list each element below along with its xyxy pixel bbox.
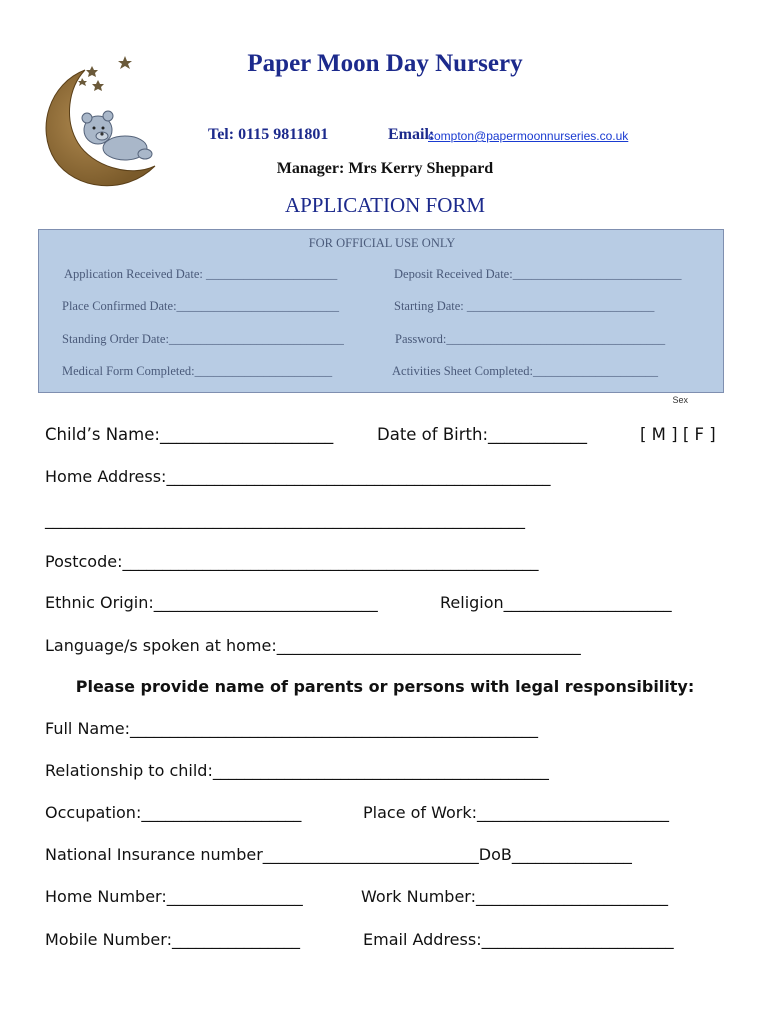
national-insurance-field[interactable]: National Insurance number___________________________DoB_______________ xyxy=(45,845,632,864)
password-field[interactable]: Password:___________________________________ xyxy=(395,332,666,346)
application-received-date-field[interactable]: Application Received Date: _____________________ xyxy=(64,267,338,281)
date-of-birth-field[interactable]: Date of Birth:____________ xyxy=(377,425,588,444)
mobile-number-field[interactable]: Mobile Number:________________ xyxy=(45,930,300,949)
parents-heading: Please provide name of parents or persons with legal responsibility: xyxy=(75,677,695,696)
star-icon xyxy=(92,80,104,91)
email-address-field[interactable]: Email Address:________________________ xyxy=(363,930,674,949)
place-of-work-field[interactable]: Place of Work:________________________ xyxy=(363,803,670,822)
email-link[interactable]: compton@papermoonnurseries.co.uk xyxy=(428,129,629,143)
teddy-bear xyxy=(82,111,152,160)
official-use-box xyxy=(38,229,724,393)
relationship-field[interactable]: Relationship to child:__________________________________________ xyxy=(45,761,549,780)
postcode-field[interactable]: Postcode:____________________________________________________ xyxy=(45,552,539,571)
occupation-field[interactable]: Occupation:____________________ xyxy=(45,803,302,822)
home-address-line-2[interactable]: ____________________________________________________________ xyxy=(45,510,525,529)
email-label: Email: xyxy=(388,126,435,143)
deposit-received-date-field[interactable]: Deposit Received Date:___________________________ xyxy=(394,267,682,281)
official-use-title: FOR OFFICIAL USE ONLY xyxy=(308,236,456,250)
parent-full-name-field[interactable]: Full Name:___________________________________________________ xyxy=(45,719,539,738)
sex-options[interactable]: [ M ] [ F ] xyxy=(640,425,716,444)
place-confirmed-date-field[interactable]: Place Confirmed Date:__________________________ xyxy=(62,299,340,313)
star-icon xyxy=(78,78,87,86)
home-address-field[interactable]: Home Address:________________________________________________ xyxy=(45,467,551,486)
manager-line: Manager: Mrs Kerry Sheppard xyxy=(276,160,494,177)
standing-order-date-field[interactable]: Standing Order Date:____________________________ xyxy=(62,332,344,346)
telephone: Tel: 0115 9811801 xyxy=(208,126,329,143)
ethnic-origin-field[interactable]: Ethnic Origin:____________________________ xyxy=(45,593,378,612)
languages-field[interactable]: Language/s spoken at home:______________________________________ xyxy=(45,636,581,655)
home-number-field[interactable]: Home Number:_________________ xyxy=(45,887,303,906)
sex-label: Sex xyxy=(672,395,688,405)
work-number-field[interactable]: Work Number:________________________ xyxy=(361,887,668,906)
religion-field[interactable]: Religion_____________________ xyxy=(440,593,672,612)
childs-name-field[interactable]: Child’s Name:_____________________ xyxy=(45,425,334,444)
nursery-title: Paper Moon Day Nursery xyxy=(247,50,523,77)
form-title: APPLICATION FORM xyxy=(284,193,486,217)
medical-form-completed-field[interactable]: Medical Form Completed:______________________ xyxy=(62,364,333,378)
activities-sheet-completed-field[interactable]: Activities Sheet Completed:____________________ xyxy=(392,364,658,378)
starting-date-field[interactable]: Starting Date: ______________________________ xyxy=(394,299,655,313)
